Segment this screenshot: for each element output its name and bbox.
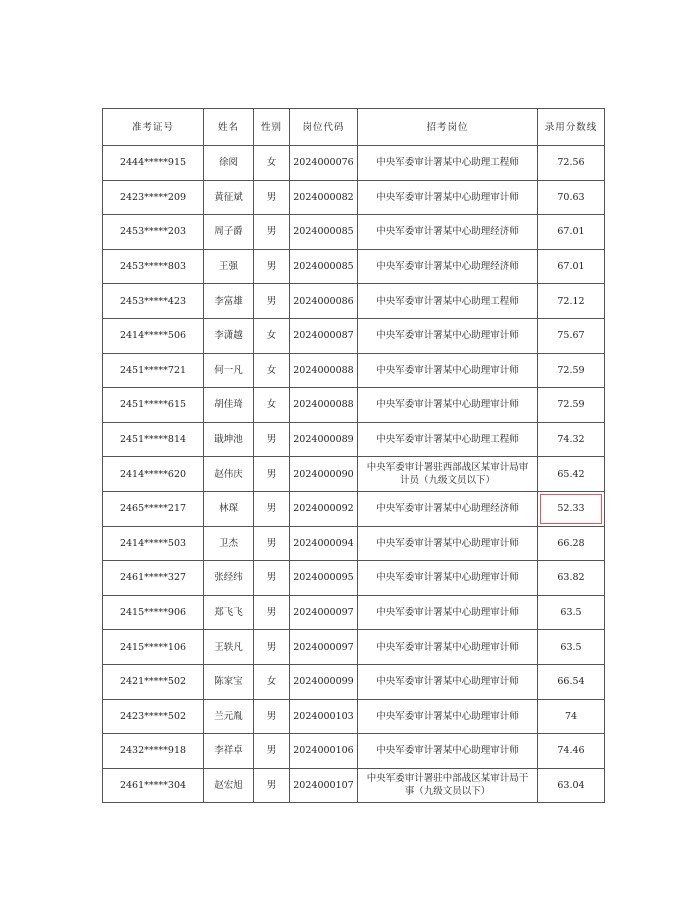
- table-row: [103, 318, 605, 353]
- cell-exam-id: 2423*****502: [103, 699, 204, 734]
- score-value: 74: [564, 710, 578, 722]
- cell-exam-id: 2432*****918: [103, 734, 204, 769]
- cell-position: 中央军委审计署某中心助理经济师: [358, 249, 538, 284]
- cell-exam-id: 2415*****906: [103, 595, 204, 630]
- table-row: [103, 664, 605, 699]
- cell-exam-id: 2453*****803: [103, 249, 204, 284]
- cell-position-code: 2024000085: [290, 215, 358, 250]
- cell-position: 中央军委审计署驻中部战区某审计局干事（九级文员以下）: [358, 768, 538, 803]
- cell-exam-id: 2414*****620: [103, 457, 204, 492]
- cell-name: 王轶凡: [204, 630, 254, 665]
- cell-name: 张经纬: [204, 561, 254, 596]
- score-value: 65.42: [557, 468, 585, 480]
- cell-gender: 男: [254, 249, 290, 284]
- cell-exam-id: 2453*****423: [103, 284, 204, 319]
- cell-name: 赵伟庆: [204, 457, 254, 492]
- cell-score: [538, 422, 605, 457]
- cell-position: 中央军委审计署某中心助理审计师: [358, 699, 538, 734]
- table-row: [103, 699, 605, 734]
- cell-gender: 女: [254, 664, 290, 699]
- cell-score: [538, 734, 605, 769]
- score-value: 72.56: [557, 157, 585, 169]
- score-value: 63.5: [560, 641, 582, 653]
- cell-position-code: 2024000089: [290, 422, 358, 457]
- table-row: [103, 526, 605, 561]
- cell-name: 李潇越: [204, 318, 254, 353]
- cell-gender: 男: [254, 284, 290, 319]
- cell-exam-id: 2461*****304: [103, 768, 204, 803]
- cell-gender: 男: [254, 526, 290, 561]
- cell-gender: 女: [254, 318, 290, 353]
- cell-exam-id: 2415*****106: [103, 630, 204, 665]
- cell-position: 中央军委审计署某中心助理经济师: [358, 491, 538, 526]
- table-row: [103, 630, 605, 665]
- cell-exam-id: 2423*****209: [103, 180, 204, 215]
- table-row: [103, 457, 605, 492]
- cell-name: 何一凡: [204, 353, 254, 388]
- header-exam-id: 准考证号: [103, 109, 204, 146]
- score-value: 63.5: [560, 607, 582, 619]
- cell-name: 郑飞飞: [204, 595, 254, 630]
- table-row: [103, 491, 605, 526]
- cell-gender: 男: [254, 422, 290, 457]
- cell-gender: 男: [254, 457, 290, 492]
- cell-gender: 女: [254, 388, 290, 423]
- cell-position-code: 2024000085: [290, 249, 358, 284]
- cell-score: [538, 284, 605, 319]
- cell-score: [538, 388, 605, 423]
- cell-position: 中央军委审计署某中心助理审计师: [358, 353, 538, 388]
- cell-name: 赵宏旭: [204, 768, 254, 803]
- cell-position-code: 2024000099: [290, 664, 358, 699]
- cell-exam-id: 2451*****814: [103, 422, 204, 457]
- cell-score: [538, 457, 605, 492]
- cell-position: 中央军委审计署某中心助理审计师: [358, 388, 538, 423]
- cell-score: [538, 699, 605, 734]
- cell-position: 中央军委审计署驻西部战区某审计局审计员（九级文员以下）: [358, 457, 538, 492]
- cell-gender: 男: [254, 699, 290, 734]
- cell-name: 戢坤池: [204, 422, 254, 457]
- cell-score: [538, 215, 605, 250]
- cell-score: [538, 526, 605, 561]
- table-row: [103, 561, 605, 596]
- cell-name: 兰元胤: [204, 699, 254, 734]
- table-row: [103, 249, 605, 284]
- cell-name: 胡佳琦: [204, 388, 254, 423]
- score-value: 74.32: [557, 434, 585, 446]
- cell-name: 徐阅: [204, 146, 254, 181]
- cell-position-code: 2024000088: [290, 388, 358, 423]
- cell-score: [538, 561, 605, 596]
- table-row: [103, 284, 605, 319]
- cell-exam-id: 2414*****503: [103, 526, 204, 561]
- cell-exam-id: 2444*****915: [103, 146, 204, 181]
- cell-score: [538, 353, 605, 388]
- score-value: 72.12: [557, 295, 585, 307]
- header-score: 录用分数线: [538, 109, 605, 146]
- cell-position-code: 2024000092: [290, 491, 358, 526]
- score-value: 75.67: [557, 330, 585, 342]
- cell-score: [538, 664, 605, 699]
- table-row: [103, 388, 605, 423]
- table-row: [103, 215, 605, 250]
- cell-position: 中央军委审计署某中心助理审计师: [358, 630, 538, 665]
- cell-name: 周子爵: [204, 215, 254, 250]
- cell-exam-id: 2451*****721: [103, 353, 204, 388]
- cell-position-code: 2024000107: [290, 768, 358, 803]
- score-value: 70.63: [557, 191, 585, 203]
- cell-score: [538, 491, 605, 526]
- cell-score: [538, 146, 605, 181]
- table-row: [103, 734, 605, 769]
- cell-position: 中央军委审计署某中心助理工程师: [358, 146, 538, 181]
- cell-name: 黄征斌: [204, 180, 254, 215]
- table-header-row: [103, 109, 605, 146]
- cell-position: 中央军委审计署某中心助理审计师: [358, 561, 538, 596]
- score-value: 63.82: [557, 572, 585, 584]
- cell-score: [538, 180, 605, 215]
- cell-position: 中央军委审计署某中心助理审计师: [358, 595, 538, 630]
- score-value: 52.33: [557, 503, 585, 515]
- cell-position: 中央军委审计署某中心助理审计师: [358, 526, 538, 561]
- score-value: 72.59: [557, 364, 585, 376]
- cell-gender: 男: [254, 180, 290, 215]
- cell-exam-id: 2451*****615: [103, 388, 204, 423]
- cell-position-code: 2024000094: [290, 526, 358, 561]
- cell-position: 中央军委审计署某中心助理工程师: [358, 284, 538, 319]
- cell-position-code: 2024000097: [290, 595, 358, 630]
- cell-position: 中央军委审计署某中心助理工程师: [358, 422, 538, 457]
- cell-gender: 男: [254, 215, 290, 250]
- table-row: [103, 422, 605, 457]
- score-value: 67.01: [557, 261, 585, 273]
- header-gender: 性别: [254, 109, 290, 146]
- cell-position-code: 2024000090: [290, 457, 358, 492]
- cell-score: [538, 318, 605, 353]
- cell-gender: 男: [254, 561, 290, 596]
- cell-position-code: 2024000076: [290, 146, 358, 181]
- table-row: [103, 595, 605, 630]
- cell-name: 陈家宝: [204, 664, 254, 699]
- score-value: 63.04: [557, 779, 585, 791]
- cell-score: [538, 630, 605, 665]
- cell-gender: 男: [254, 768, 290, 803]
- cell-position-code: 2024000106: [290, 734, 358, 769]
- cell-position: 中央军委审计署某中心助理审计师: [358, 180, 538, 215]
- cell-position-code: 2024000087: [290, 318, 358, 353]
- cell-exam-id: 2465*****217: [103, 491, 204, 526]
- cell-exam-id: 2453*****203: [103, 215, 204, 250]
- cell-gender: 男: [254, 491, 290, 526]
- cell-name: 卫杰: [204, 526, 254, 561]
- cell-gender: 女: [254, 353, 290, 388]
- cell-exam-id: 2461*****327: [103, 561, 204, 596]
- score-value: 67.01: [557, 226, 585, 238]
- cell-position: 中央军委审计署某中心助理经济师: [358, 215, 538, 250]
- header-name: 姓名: [204, 109, 254, 146]
- table-row: [103, 146, 605, 181]
- cell-gender: 男: [254, 734, 290, 769]
- cell-position-code: 2024000097: [290, 630, 358, 665]
- cell-name: 李祥卓: [204, 734, 254, 769]
- header-position-code: 岗位代码: [290, 109, 358, 146]
- cell-gender: 女: [254, 146, 290, 181]
- table-row: [103, 768, 605, 803]
- cell-score: [538, 249, 605, 284]
- header-position: 招考岗位: [358, 109, 538, 146]
- cell-position-code: 2024000082: [290, 180, 358, 215]
- table-row: [103, 180, 605, 215]
- cell-position: 中央军委审计署某中心助理审计师: [358, 318, 538, 353]
- cell-position-code: 2024000095: [290, 561, 358, 596]
- cell-score: [538, 595, 605, 630]
- score-value: 66.28: [557, 537, 585, 549]
- cell-position: 中央军委审计署某中心助理审计师: [358, 664, 538, 699]
- cell-name: 林琛: [204, 491, 254, 526]
- cell-exam-id: 2421*****502: [103, 664, 204, 699]
- cell-name: 王强: [204, 249, 254, 284]
- cell-position-code: 2024000088: [290, 353, 358, 388]
- score-value: 72.59: [557, 399, 585, 411]
- cell-gender: 男: [254, 630, 290, 665]
- table-row: [103, 353, 605, 388]
- cell-name: 李富雄: [204, 284, 254, 319]
- cell-position-code: 2024000103: [290, 699, 358, 734]
- results-table: [102, 108, 605, 803]
- score-value: 74.46: [557, 745, 585, 757]
- cell-score: [538, 768, 605, 803]
- cell-gender: 男: [254, 595, 290, 630]
- cell-position-code: 2024000086: [290, 284, 358, 319]
- cell-position: 中央军委审计署某中心助理审计师: [358, 734, 538, 769]
- cell-exam-id: 2414*****506: [103, 318, 204, 353]
- score-value: 66.54: [557, 676, 585, 688]
